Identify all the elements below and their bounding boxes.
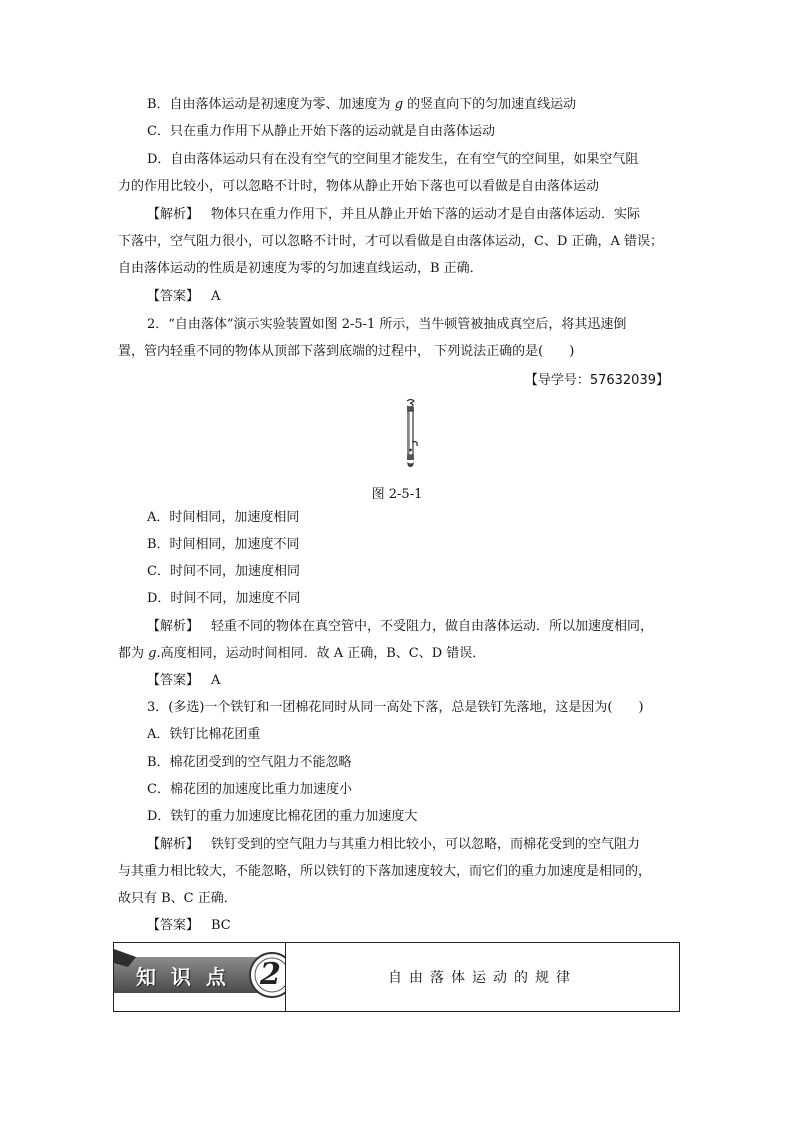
q3-analysis-text: 铁钉受到的空气阻力与其重力相比较小，可以忽略，而棉花受到的空气阻力 (211, 837, 641, 852)
q1-option-b (147, 96, 576, 114)
knowledge-point-banner (113, 942, 680, 1012)
q2-analysis-line2-post: .高度相同，运动时间相同．故 A 正确，B、C、D 错误． (156, 646, 486, 661)
q1-option-b-var: g (394, 97, 404, 112)
q1-answer-tag: 【答案】 (147, 289, 200, 304)
q1-option-d-line1: D．自由落体运动只有在没有空气的空间里才能发生，在有空气的空间里，如果空气阻 (147, 152, 639, 167)
q3-answer (147, 917, 231, 935)
knowledge-point-badge (114, 943, 286, 1011)
q1-analysis-line3: 自由落体运动的性质是初速度为零的匀加速直线运动，B 正确． (118, 261, 483, 276)
q1-option-c: C．只在重力作用下从静止开始下落的运动就是自由落体运动 (147, 124, 495, 139)
q1-analysis-text: 物体只在重力作用下，并且从静止开始下落的运动才是自由落体运动．实际 (211, 207, 641, 222)
q2-stem-line2: 置，管内轻重不同的物体从顶部下落到底端的过程中， 下列说法正确的是( ) (118, 344, 575, 359)
q2-analysis-line1 (147, 618, 653, 636)
q1-answer-value: A (211, 289, 221, 304)
q2-analysis-tag: 【解析】 (147, 619, 200, 634)
q2-analysis-line2-pre: 都为 (118, 646, 149, 661)
newton-tube-icon (398, 398, 424, 472)
figure-caption: 图 2-5-1 (371, 487, 423, 502)
banner-title: 自由落体运动的规律 (388, 970, 577, 986)
q2-option-c: C．时间不同，加速度相同 (147, 564, 300, 579)
q1-analysis-line2: 下落中，空气阻力很小，可以忽略不计时，才可以看做是自由落体运动，C、D 正确，A 错误； (118, 234, 664, 249)
badge-label: 知 识 点 (136, 965, 230, 989)
q1-analysis-line1 (147, 206, 640, 224)
q2-option-a: A．时间相同，加速度相同 (147, 510, 300, 525)
q2-answer (147, 672, 220, 690)
q2-option-d: D．时间不同，加速度不同 (147, 591, 301, 606)
newton-tube-figure (398, 398, 424, 472)
q3-option-c: C．棉花团的加速度比重力加速度小 (147, 782, 352, 797)
q3-answer-value: BC (211, 918, 231, 933)
q2-stem-line1: 2．“自由落体”演示实验装置如图 2-5-1 所示，当牛顿管被抽成真空后，将其迅速倒 (147, 317, 627, 332)
q3-answer-tag: 【答案】 (147, 918, 200, 933)
q1-analysis-tag: 【解析】 (147, 207, 200, 222)
q2-answer-value: A (211, 673, 221, 688)
q3-analysis-line2: 与其重力相比较大，不能忽略，所以铁钉的下落加速度较大，而它们的重力加速度是相同的， (118, 864, 652, 879)
q2-analysis-text: 轻重不同的物体在真空管中，不受阻力，做自由落体运动．所以加速度相同， (211, 619, 654, 634)
q3-stem: 3．(多选)一个铁钉和一团棉花同时从同一高处下落，总是铁钉先落地，这是因为( ) (147, 700, 644, 715)
q1-option-b-text2: 的竖直向下的匀加速直线运动 (403, 97, 577, 112)
q2-analysis-line2-var: g (148, 646, 157, 661)
q3-analysis-tag: 【解析】 (147, 837, 200, 852)
q2-option-b: B．时间相同，加速度不同 (147, 537, 300, 552)
q3-option-b: B．棉花团受到的空气阻力不能忽略 (147, 755, 352, 770)
q2-analysis-line2 (118, 645, 485, 663)
q3-option-d: D．铁钉的重力加速度比棉花团的重力加速度大 (147, 809, 418, 824)
q2-guide-number: 【导学号：57632039】 (524, 373, 669, 388)
q1-option-b-text: B．自由落体运动是初速度为零、加速度为 (147, 97, 395, 112)
q3-analysis-line3: 故只有 B、C 正确． (118, 891, 237, 906)
q3-analysis-line1 (147, 836, 640, 854)
q1-answer (147, 288, 220, 306)
badge-number: 2 (260, 957, 281, 992)
q3-option-a: A．铁钉比棉花团重 (147, 727, 261, 742)
q1-option-d-line2: 力的作用比较小，可以忽略不计时，物体从静止开始下落也可以看做是自由落体运动 (118, 179, 600, 194)
q2-answer-tag: 【答案】 (147, 673, 200, 688)
